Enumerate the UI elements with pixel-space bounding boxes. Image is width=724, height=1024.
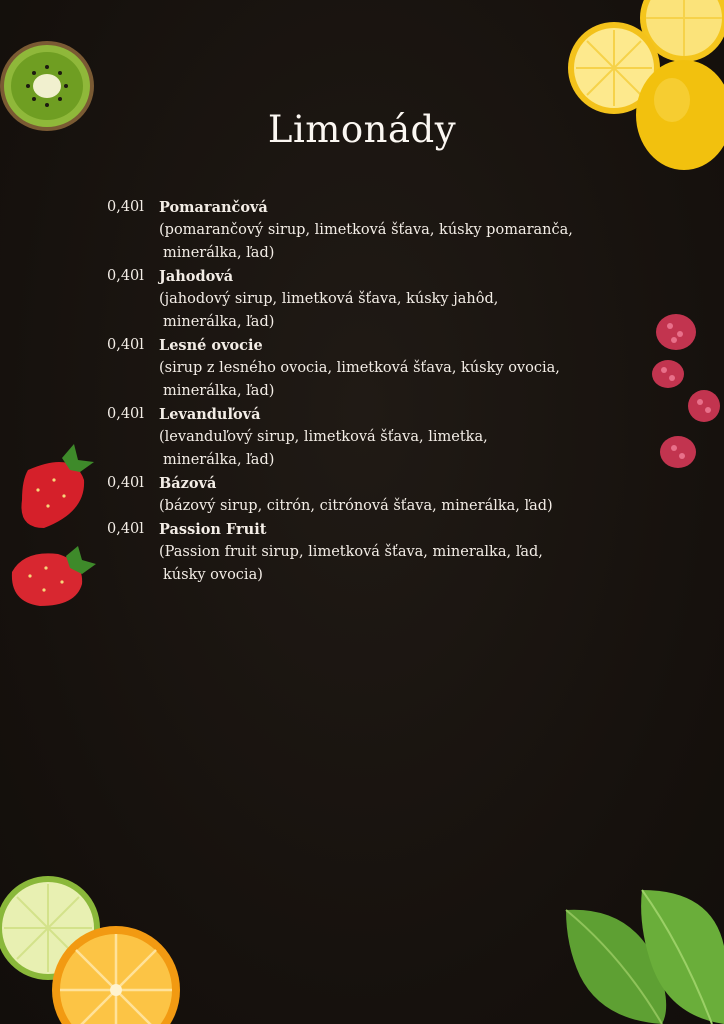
item-volume: 0,40l <box>107 199 144 215</box>
description-line: minerálka, ľad) <box>163 245 275 261</box>
item-name: Jahodová <box>159 268 234 285</box>
item-volume: 0,40l <box>107 268 144 284</box>
item-volume: 0,40l <box>107 521 144 537</box>
page-title: Limonády <box>267 108 457 151</box>
item-name: Passion Fruit <box>159 521 267 538</box>
item-description <box>159 472 579 518</box>
leaf-icon <box>562 886 724 1024</box>
description-line: (pomarančový sirup, limetková šťava, kúsky pomaranča, <box>159 222 573 238</box>
description-line: minerálka, ľad) <box>163 383 275 399</box>
item-volume: 0,40l <box>107 337 144 353</box>
item-volume: 0,40l <box>107 406 144 422</box>
menu-item <box>0 403 724 472</box>
description-line: (jahodový sirup, limetková šťava, kúsky jahôd, <box>159 291 499 307</box>
drink-list <box>0 196 724 587</box>
item-name: Pomarančová <box>159 199 268 216</box>
description-line: (Passion fruit sirup, limetková šťava, mineralka, ľad, <box>159 544 543 560</box>
menu-item <box>0 265 724 334</box>
menu-item <box>0 196 724 265</box>
description-line: kúsky ovocia) <box>163 567 263 583</box>
menu-item <box>0 518 724 587</box>
description-line: (sirup z lesného ovocia, limetková šťava, kúsky ovocia, <box>159 360 560 376</box>
item-name: Levanduľová <box>159 406 261 423</box>
menu-item <box>0 334 724 403</box>
orange-slice-icon <box>52 926 182 1024</box>
description-line: (bázový sirup, citrón, citrónová šťava, minerálka, ľad) <box>159 498 553 514</box>
description-line: (levanduľový sirup, limetková šťava, limetka, <box>159 429 488 445</box>
item-volume: 0,40l <box>107 475 144 491</box>
description-line: minerálka, ľad) <box>163 314 275 330</box>
item-name: Lesné ovocie <box>159 337 263 354</box>
description-line: minerálka, ľad) <box>163 452 275 468</box>
menu-item <box>0 472 724 518</box>
item-name: Bázová <box>159 475 217 492</box>
